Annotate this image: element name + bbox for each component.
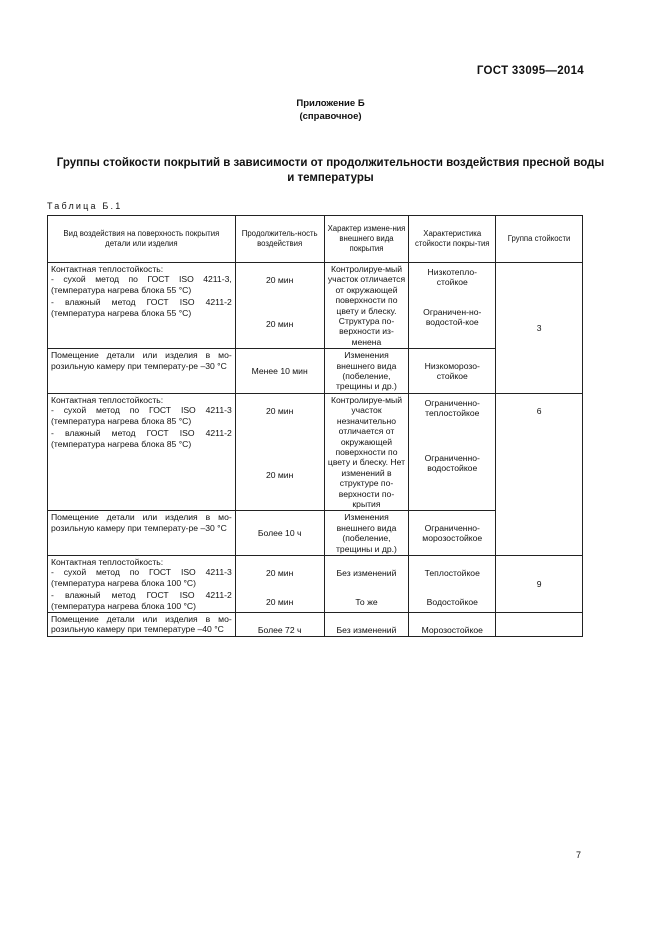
exposure-cell xyxy=(48,393,236,510)
characteristic-cell: Ограниченно-морозостойкое xyxy=(409,511,496,556)
annex-heading xyxy=(0,97,661,123)
characteristic-value: Водостойкое xyxy=(426,597,478,608)
duration-value: 20 мин xyxy=(265,319,294,330)
group-cell xyxy=(496,393,583,555)
annex-title: Приложение Б xyxy=(296,98,365,109)
duration-cell xyxy=(235,613,324,637)
characteristic-value: Морозостойкое xyxy=(421,625,483,635)
header-characteristic: Характеристика стойкости покры-тия xyxy=(409,216,496,263)
characteristic-value: Теплостойкое xyxy=(424,567,480,578)
change-cell xyxy=(324,613,409,637)
table-row xyxy=(48,555,583,612)
exposure-type: Контактная теплостойкость: xyxy=(51,556,164,567)
duration-value: Более 72 ч xyxy=(257,625,302,635)
duration-value: 20 мин xyxy=(265,470,294,481)
characteristic-cell xyxy=(409,263,496,349)
header-duration: Продолжитель-ность воздействия xyxy=(235,216,324,263)
duration-value: 20 мин xyxy=(265,597,294,608)
change-cell: Контролируе-мый участок отличается от окружающей поверхности по цвету и блеску. Структура по-верхности из-менена xyxy=(324,263,409,349)
change-cell: Изменения внешнего вида (побеление, трещины и др.) xyxy=(324,511,409,556)
table-row xyxy=(48,613,583,637)
change-cell: Изменения внешнего вида (побеление, трещины и др.) xyxy=(324,349,409,394)
duration-cell xyxy=(235,555,324,612)
group-cell xyxy=(496,613,583,637)
exposure-type: Контактная теплостойкость: xyxy=(51,394,164,405)
table-row xyxy=(48,263,583,349)
table-row xyxy=(48,393,583,510)
change-value: Без изменений xyxy=(336,625,397,635)
characteristic-value: Низкотепло-стойкое xyxy=(427,267,477,288)
duration-cell: Более 10 ч xyxy=(235,511,324,556)
duration-value: 20 мин xyxy=(265,405,294,416)
change-cell xyxy=(324,555,409,612)
change-value: То же xyxy=(355,597,378,608)
characteristic-value: Ограниченно-теплостойкое xyxy=(424,397,480,419)
header-exposure: Вид воздействия на поверхность покрытия детали или изделия xyxy=(48,216,236,263)
resistance-table xyxy=(47,215,583,637)
exposure-cell: Помещение детали или изделия в мо-розильную камеру при температу-ре –30 °С xyxy=(48,511,236,556)
characteristic-cell xyxy=(409,555,496,612)
duration-value: 20 мин xyxy=(265,567,294,578)
exposure-cell xyxy=(48,555,236,612)
characteristic-value: Ограничен-но-водостой-кое xyxy=(423,306,482,328)
table-header-row xyxy=(48,216,583,263)
title-line-2: и температуры xyxy=(287,172,374,184)
characteristic-value: Ограниченно-водостойкое xyxy=(424,452,480,474)
annex-subtitle: (справочное) xyxy=(299,111,362,122)
exposure-method: - сухой метод по ГОСТ ISO 4211-3, (температура нагрева блока 55 °С) xyxy=(51,274,232,295)
duration-cell xyxy=(235,393,324,510)
exposure-cell: Помещение детали или изделия в мо-розильную камеру при температу-ре –30 °С xyxy=(48,349,236,394)
exposure-method: - влажный метод ГОСТ ISO 4211-2 (температура нагрева блока 100 °С) xyxy=(51,590,232,611)
exposure-method: - сухой метод по ГОСТ ISO 4211-3 (температура нагрева блока 100 °С) xyxy=(51,567,232,588)
change-value: Без изменений xyxy=(336,567,397,578)
change-cell: Контролируе-мый участок незначительно отличается от окружающей поверхности по цвету и блеску. Нет изменений в структуре по-верхности по-крытия xyxy=(324,393,409,510)
group-cell: 3 xyxy=(496,263,583,394)
group-value: 6 xyxy=(536,405,542,416)
characteristic-cell xyxy=(409,613,496,637)
exposure-method: - сухой метод по ГОСТ ISO 4211-3 (температура нагрева блока 85 °С) xyxy=(51,405,232,426)
header-group: Группа стойкости xyxy=(496,216,583,263)
exposure-cell xyxy=(48,263,236,349)
table-caption: Таблица Б.1 xyxy=(47,201,123,211)
exposure-method: - влажный метод ГОСТ ISO 4211-2 (температура нагрева блока 55 °С) xyxy=(51,297,232,318)
title-line-1: Группы стойкости покрытий в зависимости от продолжительности воздействия пресной воды xyxy=(56,157,605,169)
page-title xyxy=(40,156,621,186)
group-cell: 9 xyxy=(496,555,583,612)
characteristic-cell xyxy=(409,393,496,510)
duration-value: 20 мин xyxy=(265,275,294,285)
page-number: 7 xyxy=(575,850,581,860)
exposure-type: Контактная теплостойкость: xyxy=(51,264,164,274)
characteristic-cell: Низкоморозо-стойкое xyxy=(409,349,496,394)
header-change: Характер измене-ния внешнего вида покрытия xyxy=(324,216,409,263)
exposure-method: - влажный метод ГОСТ ISO 4211-2 (температура нагрева блока 85 °С) xyxy=(51,428,232,449)
document-code: ГОСТ 33095—2014 xyxy=(476,65,584,77)
duration-cell: Менее 10 мин xyxy=(235,349,324,394)
exposure-cell: Помещение детали или изделия в мо-розильную камеру при температуре –40 °С xyxy=(48,613,236,637)
duration-cell xyxy=(235,263,324,349)
